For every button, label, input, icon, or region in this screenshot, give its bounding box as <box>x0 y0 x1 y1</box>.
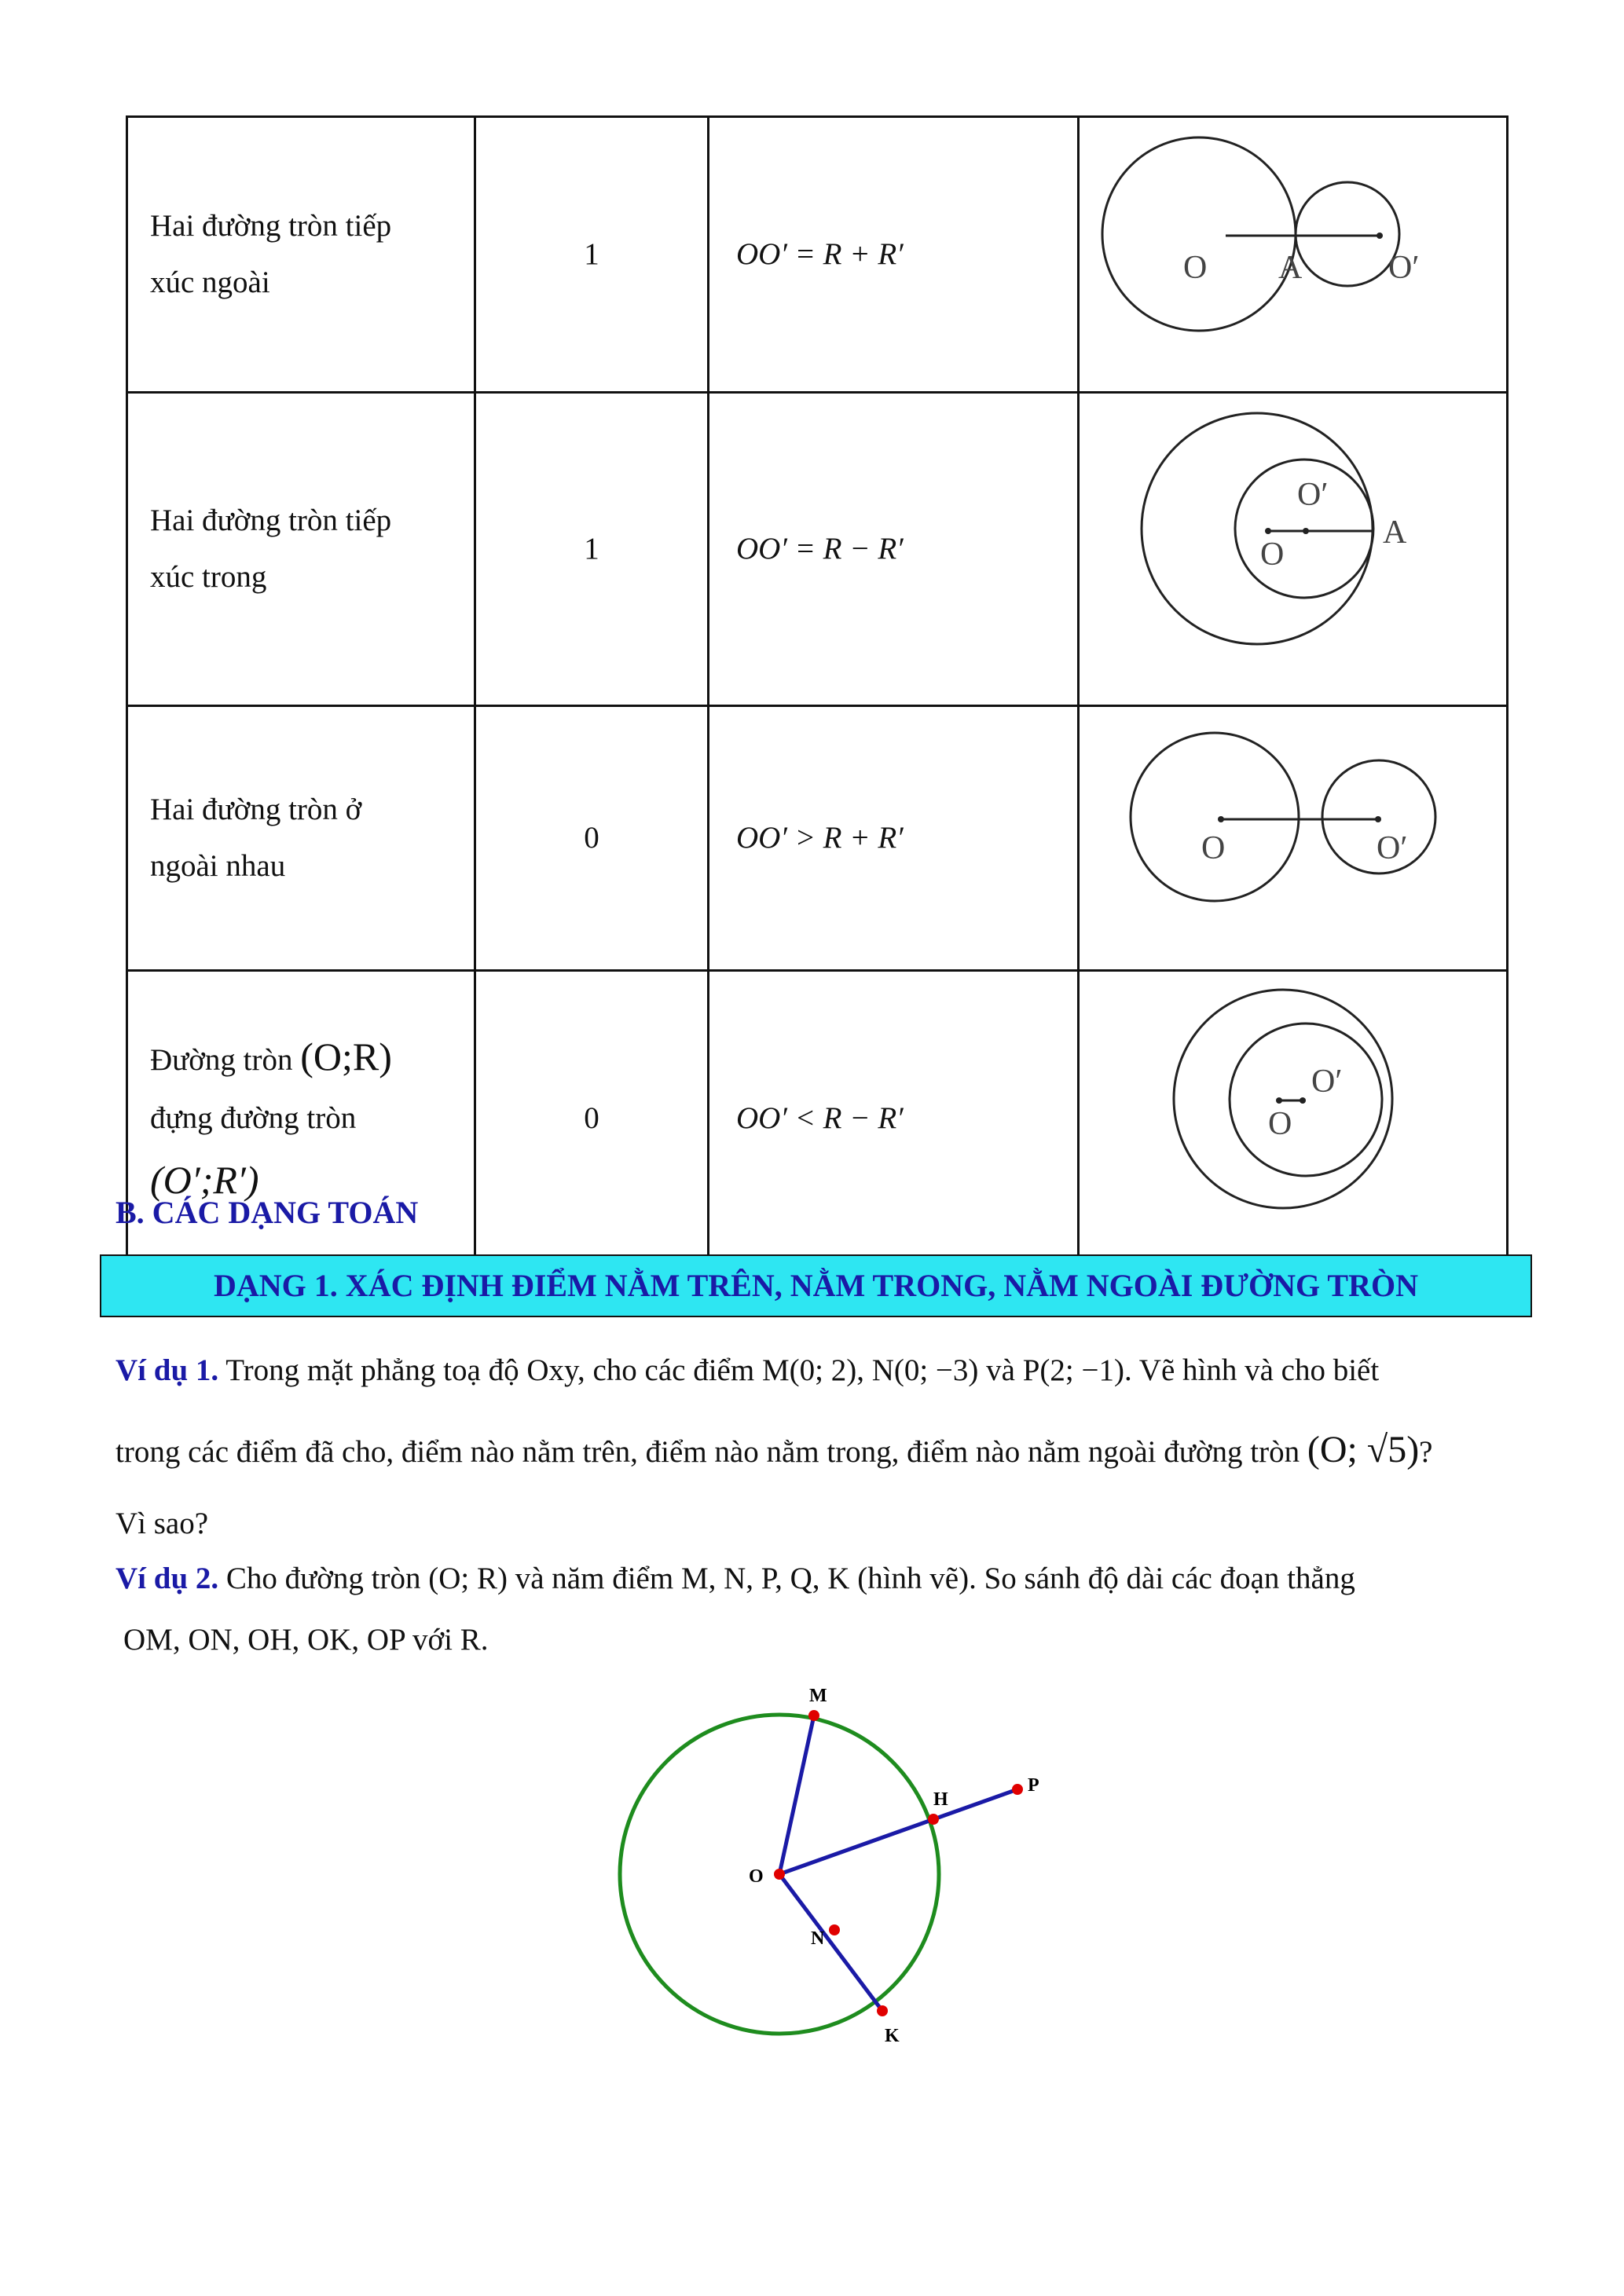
example1-line1 <box>115 1355 1502 1386</box>
math: OM, ON, OH, OK, OP <box>123 1623 405 1657</box>
position-text: Hai đường tròn tiếp <box>150 504 392 538</box>
center-point <box>1265 528 1271 534</box>
common-points-count: 1 <box>584 532 599 566</box>
point-p <box>1012 1784 1023 1795</box>
example2-figure <box>597 1673 1084 2042</box>
segment-ok <box>779 1874 882 2011</box>
figure-cell <box>1079 393 1508 706</box>
label-p: P <box>1028 1775 1039 1796</box>
text: với <box>412 1623 453 1657</box>
common-points-count: 1 <box>584 237 599 271</box>
label-o-prime: O′ <box>1297 477 1329 514</box>
position-cell <box>127 117 475 393</box>
relation-formula: OO′ = R + R′ <box>736 237 904 271</box>
count-cell <box>475 971 709 1266</box>
label-o: O <box>1260 536 1285 573</box>
label-o: O <box>1201 830 1226 867</box>
example2-line1 <box>115 1563 1502 1594</box>
circle-o <box>1102 137 1296 331</box>
table-row <box>127 393 1508 706</box>
example-label: Ví dụ 1. <box>115 1353 219 1387</box>
label-o-prime: O′ <box>1377 830 1408 867</box>
contained-circles-figure <box>1080 972 1509 1246</box>
label-o-prime: O′ <box>1388 250 1420 286</box>
example1-line2 <box>115 1431 1502 1469</box>
math: R <box>460 1623 481 1657</box>
example1-line3: Vì sao? <box>115 1507 209 1540</box>
label-o: O <box>1268 1106 1292 1143</box>
relation-cell <box>709 706 1079 971</box>
point-o <box>774 1869 785 1880</box>
text: . Vẽ hình và cho biết <box>1124 1353 1380 1387</box>
position-cell <box>127 706 475 971</box>
circle-relations-table <box>126 115 1509 1268</box>
count-cell <box>475 393 709 706</box>
relation-formula: OO′ > R + R′ <box>736 821 904 855</box>
label-m: M <box>809 1686 827 1706</box>
label-n: N <box>811 1928 825 1949</box>
center-point <box>1218 816 1224 822</box>
relation-cell <box>709 117 1079 393</box>
common-points-count: 0 <box>584 821 599 855</box>
position-cell <box>127 393 475 706</box>
text: (hình vẽ). So sánh độ dài các đoạn thẳng <box>857 1562 1355 1595</box>
label-a: A <box>1383 514 1407 551</box>
point-m <box>808 1710 819 1721</box>
circle-o <box>1142 413 1373 644</box>
position-line <box>150 1034 474 1079</box>
text: và năm điểm <box>515 1562 674 1595</box>
label-a: A <box>1278 250 1303 286</box>
segment-op <box>779 1789 1017 1874</box>
math: M(0; 2), N(0; −3) <box>761 1353 979 1387</box>
table-row <box>127 706 1508 971</box>
center-point <box>1300 1097 1306 1104</box>
math: (O; R) <box>428 1562 508 1595</box>
math: P(2; −1) <box>1022 1353 1124 1387</box>
text: , cho các điểm <box>577 1353 755 1387</box>
circle-o-prime <box>1296 182 1399 286</box>
circle-o <box>1131 733 1299 901</box>
circle-notation: (O′;R′) <box>150 1158 259 1203</box>
circle-notation: (O;R) <box>300 1034 392 1079</box>
circle-o <box>1174 990 1392 1208</box>
label-h: H <box>933 1789 948 1810</box>
label-k: K <box>885 2026 900 2042</box>
relation-cell <box>709 393 1079 706</box>
figure-cell <box>1079 706 1508 971</box>
externally-tangent-figure <box>1080 118 1509 372</box>
example-label: Ví dụ 2. <box>115 1562 219 1595</box>
label-o: O <box>749 1866 764 1887</box>
relation-formula: OO′ < R − R′ <box>736 1100 904 1135</box>
relation-formula: OO′ = R − R′ <box>736 532 904 566</box>
point-k <box>877 2005 888 2016</box>
point-h <box>928 1814 939 1825</box>
position-text: xúc trong <box>150 560 267 595</box>
center-point <box>1303 528 1309 534</box>
relation-cell <box>709 971 1079 1266</box>
count-cell <box>475 706 709 971</box>
position-text: ngoài nhau <box>150 849 286 884</box>
separate-circles-figure <box>1080 707 1509 950</box>
problem-type-banner: DẠNG 1. XÁC ĐỊNH ĐIỂM NẰM TRÊN, NẰM TRONG, NẰM NGOÀI ĐƯỜNG TRÒN <box>100 1254 1532 1317</box>
text: . <box>480 1623 489 1657</box>
figure-cell <box>1079 117 1508 393</box>
circle-notation: (O; √5) <box>1307 1429 1420 1470</box>
center-point <box>1377 233 1383 239</box>
text: ? <box>1419 1435 1433 1469</box>
position-text: Hai đường tròn ở <box>150 793 362 827</box>
math: M, N, P, Q, K <box>680 1562 850 1595</box>
example2-line2 <box>123 1624 1510 1655</box>
position-text: đựng đường tròn <box>150 1101 357 1136</box>
position-text: Đường tròn <box>150 1043 293 1078</box>
section-title: B. CÁC DẠNG TOÁN <box>115 1195 419 1230</box>
text: Trong mặt phẳng toạ độ <box>225 1353 519 1387</box>
text: trong các điểm đã cho, điểm nào nằm trên, điểm nào nằm trong, điểm nào nằm ngoài đường tròn <box>115 1435 1300 1469</box>
text: Cho đường tròn <box>225 1562 421 1595</box>
center-point <box>1276 1097 1282 1104</box>
count-cell <box>475 117 709 393</box>
point-n <box>829 1924 840 1935</box>
text: và <box>986 1353 1015 1387</box>
circle-o-prime <box>1230 1023 1382 1176</box>
position-text: xúc ngoài <box>150 265 270 300</box>
math: Oxy <box>526 1353 577 1387</box>
label-o: O <box>1183 250 1208 286</box>
center-point <box>1375 816 1381 822</box>
position-text: Hai đường tròn tiếp <box>150 208 392 243</box>
common-points-count: 0 <box>584 1100 599 1135</box>
table-row <box>127 117 1508 393</box>
segment-om <box>779 1716 814 1874</box>
label-o-prime: O′ <box>1311 1064 1343 1100</box>
figure-cell <box>1079 971 1508 1266</box>
internally-tangent-figure <box>1080 394 1509 686</box>
